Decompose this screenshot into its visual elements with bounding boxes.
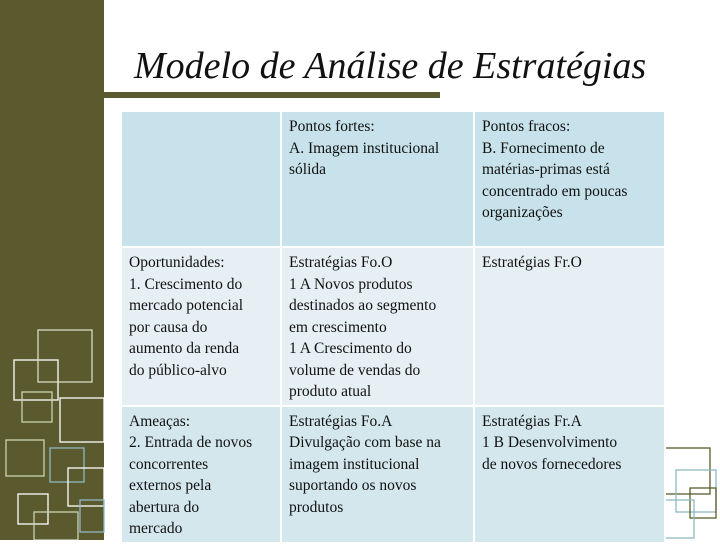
strategy-fo-a-heading: Estratégias Fo.A	[289, 412, 393, 430]
strategy-fo-a-cell	[281, 406, 474, 543]
strategy-fo-a-line: suportando os novos	[289, 477, 417, 494]
threats-line: concorrentes	[129, 455, 209, 473]
strategy-fo-o-line: 1 A Crescimento do	[289, 340, 412, 357]
opportunities-line: mercado potencial	[129, 297, 244, 314]
weaknesses-line: concentrado em poucas	[482, 182, 628, 200]
strategy-fo-o-line: 1 A Novos produtos	[289, 275, 413, 293]
weaknesses-line: organizações	[482, 204, 563, 221]
strategy-fo-o-line: em crescimento	[289, 318, 387, 336]
strategy-fo-o-heading: Estratégias Fo.O	[289, 254, 393, 271]
header-row	[121, 111, 665, 247]
strategy-fo-a-line: produtos	[289, 498, 344, 516]
strategy-fr-a-line: 1 B Desenvolvimento	[482, 434, 618, 451]
opportunities-heading: Oportunidades:	[129, 254, 225, 271]
swot-strategy-matrix	[120, 110, 666, 544]
strategy-fo-o-line: volume de vendas do	[289, 361, 421, 379]
strategy-fo-a-line: Divulgação com base na	[289, 434, 441, 451]
strategy-fr-a-cell	[474, 406, 665, 543]
opportunities-cell	[121, 247, 281, 406]
threats-line: mercado	[129, 520, 183, 537]
deco-square	[664, 448, 710, 494]
threats-line: externos pela	[129, 477, 212, 494]
deco-square	[676, 470, 716, 512]
opportunities-line: do público-alvo	[129, 361, 227, 379]
strengths-heading: Pontos fortes:	[289, 118, 375, 135]
strategy-fr-o-cell	[474, 247, 665, 406]
empty-corner-cell	[121, 111, 281, 247]
sidebar-band	[0, 0, 104, 540]
strategy-fo-o-line: destinados ao segmento	[289, 297, 437, 314]
strategy-fo-o-cell	[281, 247, 474, 406]
strategy-fo-o-line: produto atual	[289, 383, 372, 400]
title-underline	[104, 92, 440, 98]
threats-line: abertura do	[129, 498, 200, 516]
strengths-header-cell	[281, 111, 474, 247]
threats-heading: Ameaças:	[129, 412, 191, 430]
threats-cell	[121, 406, 281, 543]
opportunities-line: 1. Crescimento do	[129, 275, 243, 293]
threats-row	[121, 406, 665, 543]
weaknesses-line: matérias-primas está	[482, 161, 610, 178]
deco-square	[690, 488, 716, 518]
strengths-line: sólida	[289, 161, 327, 178]
weaknesses-heading: Pontos fracos:	[482, 118, 571, 135]
strengths-line: A. Imagem institucional	[289, 139, 440, 157]
strategy-fo-a-line: imagem institucional	[289, 455, 420, 473]
strategy-fr-o-heading: Estratégias Fr.O	[482, 254, 582, 271]
opportunities-line: aumento da renda	[129, 340, 240, 357]
strategy-fr-a-line: de novos fornecedores	[482, 455, 622, 473]
strategy-fr-a-heading: Estratégias Fr.A	[482, 412, 582, 430]
opportunities-row	[121, 247, 665, 406]
slide-title: Modelo de Análise de Estratégias	[134, 45, 647, 87]
threats-line: 2. Entrada de novos	[129, 434, 253, 451]
weaknesses-line: B. Fornecimento de	[482, 139, 605, 157]
opportunities-line: por causa do	[129, 318, 208, 336]
weaknesses-header-cell	[474, 111, 665, 247]
